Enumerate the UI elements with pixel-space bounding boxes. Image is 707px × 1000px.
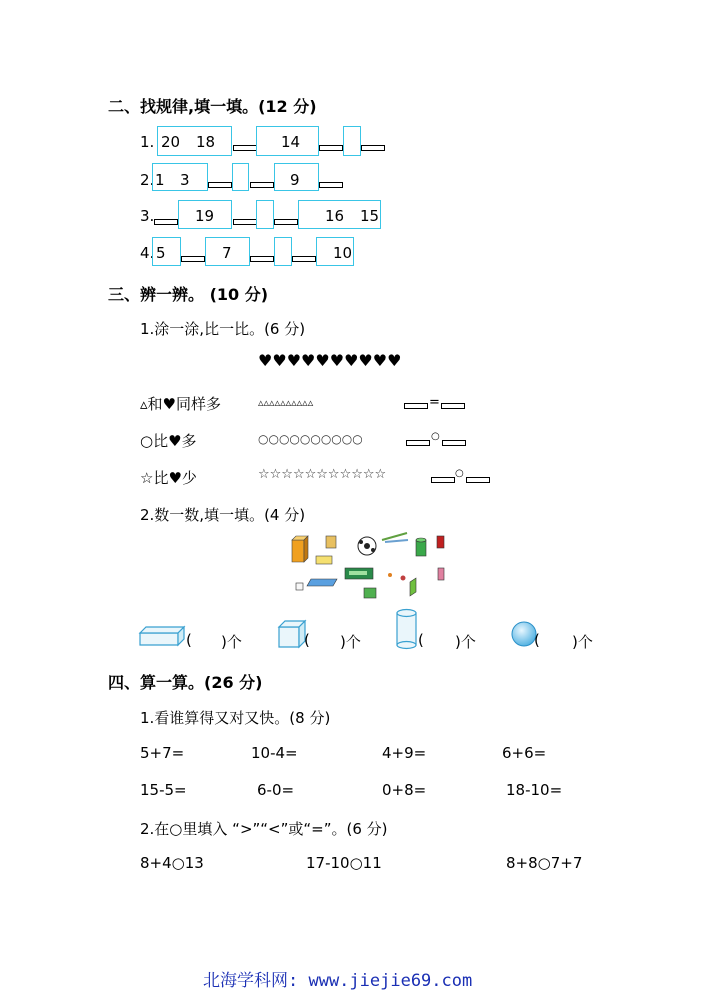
section2-title: 二、找规律,填一填。(12 分) <box>108 97 317 116</box>
stars-row: ☆☆☆☆☆☆☆☆☆☆☆ <box>258 467 387 482</box>
row1-label: 1. <box>140 133 155 151</box>
row2-num-a: 1 <box>155 171 165 189</box>
row4-label: 4. <box>140 244 155 262</box>
compare-item: 8+4○13 <box>140 854 204 872</box>
answer-blank[interactable] <box>250 256 274 262</box>
calc-item: 0+8= <box>382 781 427 799</box>
answer-blank[interactable] <box>442 440 466 446</box>
answer-blank[interactable] <box>361 145 385 151</box>
row1-num-a: 20 <box>161 133 181 151</box>
row4-num-a: 5 <box>156 244 166 262</box>
compare-circle[interactable]: ○ <box>431 431 440 442</box>
row4-box3 <box>274 237 292 266</box>
answer-blank[interactable] <box>466 477 490 483</box>
box-icon <box>316 536 336 564</box>
calc-item: 4+9= <box>382 744 427 762</box>
compare-item: 17-10○11 <box>306 854 382 872</box>
answer-blank[interactable] <box>292 256 316 262</box>
equals-sign: = <box>429 395 440 410</box>
row2-num-c: 9 <box>290 171 300 189</box>
shapes-picture <box>285 530 455 605</box>
section4-q2-title: 2.在○里填入 “>”“<”或“=”。(6 分) <box>140 820 388 838</box>
hearts-row: ♥♥♥♥♥♥♥♥♥♥ <box>258 351 402 370</box>
calc-item: 6+6= <box>502 744 547 762</box>
answer-blank[interactable] <box>154 219 178 225</box>
sticks-icon <box>382 533 408 542</box>
row1-box3 <box>343 126 361 156</box>
section3-title: 三、辨一辨。 (10 分) <box>108 285 269 304</box>
answer-blank[interactable] <box>431 477 455 483</box>
calc-item: 18-10= <box>506 781 563 799</box>
row3-num-c: 15 <box>360 207 380 225</box>
compare-label-triangle: ▵和♥同样多 <box>140 395 221 413</box>
calc-item: 15-5= <box>140 781 187 799</box>
section3-q2-title: 2.数一数,填一填。(4 分) <box>140 506 306 524</box>
answer-blank[interactable] <box>441 403 465 409</box>
paren-open: ( <box>418 631 424 649</box>
answer-blank[interactable] <box>233 145 257 151</box>
cube-outline-icon <box>277 619 307 649</box>
row3-label: 3. <box>140 207 155 225</box>
cuboid-icon <box>292 536 308 562</box>
row4-num-b: 7 <box>222 244 232 262</box>
compare-circle[interactable]: ○ <box>455 468 464 479</box>
calc-item: 5+7= <box>140 744 185 762</box>
answer-blank[interactable] <box>319 145 343 151</box>
answer-blank[interactable] <box>233 219 257 225</box>
section3-q1-title: 1.涂一涂,比一比。(6 分) <box>140 320 306 338</box>
section4-q1-title: 1.看谁算得又对又快。(8 分) <box>140 709 331 727</box>
compare-item: 8+8○7+7 <box>506 854 583 872</box>
footer-link[interactable]: 北海学科网: www.jiejie69.com <box>203 971 473 991</box>
answer-blank[interactable] <box>319 182 343 188</box>
answer-blank[interactable] <box>404 403 428 409</box>
paren-close: )个 <box>221 633 242 651</box>
circles-row: ○○○○○○○○○○ <box>258 432 363 446</box>
compare-label-star: ☆比♥少 <box>140 469 197 487</box>
paren-open: ( <box>186 631 192 649</box>
can-icon <box>416 536 444 556</box>
ball-icon <box>358 537 376 555</box>
paren-open: ( <box>304 631 310 649</box>
cuboid-outline-icon <box>138 625 188 647</box>
paren-close: )个 <box>455 633 476 651</box>
calc-item: 10-4= <box>251 744 298 762</box>
row4-num-c: 10 <box>333 244 353 262</box>
answer-blank[interactable] <box>181 256 205 262</box>
answer-blank[interactable] <box>274 219 298 225</box>
paren-open: ( <box>534 631 540 649</box>
answer-blank[interactable] <box>208 182 232 188</box>
answer-blank[interactable] <box>250 182 274 188</box>
section4-title: 四、算一算。(26 分) <box>108 673 263 692</box>
row3-num-b: 16 <box>325 207 345 225</box>
paren-close: )个 <box>572 633 593 651</box>
cylinder-outline-icon <box>395 608 419 650</box>
row3-box2 <box>256 200 274 229</box>
row2-box2 <box>232 163 249 191</box>
row2-num-b: 3 <box>180 171 190 189</box>
row2-label: 2. <box>140 171 155 189</box>
calc-item: 6-0= <box>257 781 295 799</box>
paren-close: )个 <box>340 633 361 651</box>
triangles-row: ▵▵▵▵▵▵▵▵▵▵ <box>258 396 314 409</box>
row1-num-c: 14 <box>281 133 301 151</box>
row3-num-a: 19 <box>195 207 215 225</box>
blocks-icon <box>296 568 444 598</box>
answer-blank[interactable] <box>406 440 430 446</box>
compare-label-circle: ○比♥多 <box>140 432 197 450</box>
row1-num-b: 18 <box>196 133 216 151</box>
